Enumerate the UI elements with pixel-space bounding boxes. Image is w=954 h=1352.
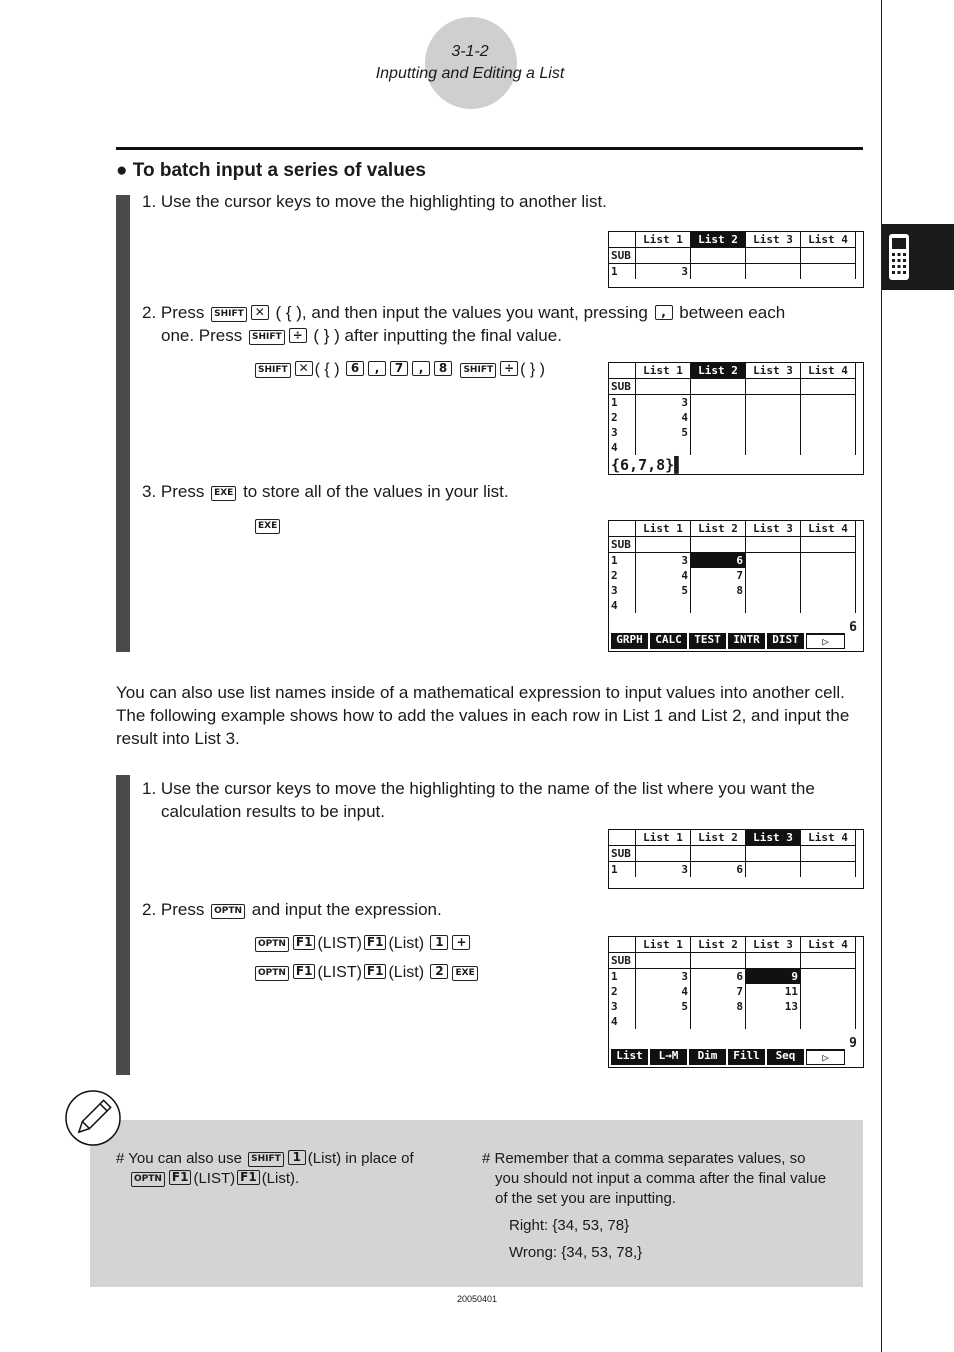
fkey-calc: CALC <box>650 633 687 649</box>
divide-key: ÷ <box>289 328 307 343</box>
key-2: 2 <box>430 964 448 979</box>
list-upper-label: (LIST) <box>317 935 362 952</box>
step-b2 <box>142 898 442 921</box>
cell-value: 5 <box>636 583 691 598</box>
list-header: List 4 <box>801 830 856 846</box>
row-number: 2 <box>609 984 636 999</box>
key-sequence-a3 <box>253 517 282 535</box>
f1-key: F1 <box>293 964 316 979</box>
fkey-seq: Seq <box>767 1049 804 1065</box>
brace-open-label: ( { ) <box>314 361 340 378</box>
times-key: ✕ <box>295 361 313 376</box>
cell-value-selected: 6 <box>691 553 746 569</box>
list-header: List 3 <box>746 521 801 537</box>
row-number: 2 <box>609 568 636 583</box>
step-a2-text3: between each <box>679 303 786 322</box>
list-header: List 1 <box>636 521 691 537</box>
row-number: 3 <box>609 999 636 1014</box>
cell-value-selected: 9 <box>746 969 801 985</box>
note-left-text3: (LIST) <box>193 1170 236 1187</box>
note-left-line1 <box>116 1149 456 1169</box>
list-header-selected: List 2 <box>691 363 746 379</box>
step-a2-text4: one. Press <box>161 326 243 345</box>
f1-key: F1 <box>169 1170 192 1185</box>
row-number: 1 <box>609 553 636 569</box>
calculator-screen-3 <box>608 520 864 652</box>
row-number: 4 <box>609 440 636 455</box>
note-left-text1: # You can also use <box>116 1150 242 1167</box>
cell-value: 3 <box>636 395 691 411</box>
list-header: List 1 <box>636 232 691 248</box>
bullet-icon: ● <box>116 160 128 181</box>
divide-key: ÷ <box>500 361 518 376</box>
step-b1-line2: calculation results to be input. <box>161 802 385 821</box>
cell-value: 6 <box>691 862 746 878</box>
comma-key: , <box>368 361 386 376</box>
calculator-screen-2 <box>608 362 864 475</box>
note-left-text4: (List). <box>261 1170 300 1187</box>
shift-key: SHIFT <box>460 363 496 378</box>
list-header: List 4 <box>801 232 856 248</box>
input-line: {6,7,8}▌ <box>611 456 684 474</box>
cell-value: 6 <box>691 969 746 985</box>
key-1: 1 <box>430 935 448 950</box>
exe-key: EXE <box>255 519 280 534</box>
step-a2-text2: ( { ), and then input the values you want, pressing <box>275 303 648 322</box>
step-a2-line2 <box>161 324 562 347</box>
key-1: 1 <box>288 1150 306 1165</box>
cell-value: 3 <box>636 969 691 985</box>
list-header: List 1 <box>636 363 691 379</box>
times-key: ✕ <box>251 305 269 320</box>
calculator-screen-4 <box>608 829 864 889</box>
fkey-grph: GRPH <box>611 633 648 649</box>
margin-rule <box>881 0 882 1352</box>
row-number: 4 <box>609 598 636 613</box>
answer-display: 9 <box>849 1036 857 1051</box>
note-left-line2 <box>116 1169 456 1189</box>
list-lower-label: (List) <box>388 964 425 981</box>
note-right-example-correct: Right: {34, 53, 78} <box>509 1217 630 1234</box>
list-lower-label: (List) <box>388 935 425 952</box>
step-a3 <box>142 480 509 503</box>
list-header: List 4 <box>801 363 856 379</box>
key-6: 6 <box>346 361 364 376</box>
row-number: 3 <box>609 425 636 440</box>
list-header-selected: List 2 <box>691 232 746 248</box>
sub-row-label: SUB <box>609 248 636 264</box>
sub-row-label: SUB <box>609 537 636 553</box>
steps-bar-a <box>116 195 130 652</box>
cell-value: 8 <box>691 583 746 598</box>
cell-value: 5 <box>636 425 691 440</box>
cell-value: 3 <box>636 553 691 569</box>
list-header: List 4 <box>801 521 856 537</box>
step-b2-text2: and input the expression. <box>251 900 442 919</box>
list-header: List 1 <box>636 937 691 953</box>
plus-key: + <box>452 935 470 950</box>
cell-value: 7 <box>691 568 746 583</box>
key-7: 7 <box>390 361 408 376</box>
list-header: List 3 <box>746 232 801 248</box>
f1-key: F1 <box>237 1170 260 1185</box>
row-number: 1 <box>609 862 636 878</box>
comma-key: , <box>655 305 673 320</box>
list-header: List 2 <box>691 521 746 537</box>
optn-key: OPTN <box>131 1172 165 1187</box>
row-number: 1 <box>609 969 636 985</box>
list-header: List 2 <box>691 937 746 953</box>
optn-key: OPTN <box>255 937 289 952</box>
pencil-icon <box>63 1088 123 1148</box>
note-left-text2: (List) in place of <box>307 1150 414 1167</box>
cell-value: 4 <box>636 410 691 425</box>
explanation-paragraph: You can also use list names inside of a mathematical expression to input values into another cell. The following example shows how to add the values in each row in List 1 and List 2, and input the result into List 3. <box>116 683 850 748</box>
shift-key: SHIFT <box>211 307 247 322</box>
exe-key: EXE <box>452 966 477 981</box>
key-sequence-b2-line2 <box>253 964 480 982</box>
row-number: 1 <box>609 264 636 280</box>
sub-row-label: SUB <box>609 846 636 862</box>
fkey-l-to-m: L→M <box>650 1049 687 1065</box>
step-a2-line1 <box>142 301 785 324</box>
chapter-tab <box>882 224 954 290</box>
shift-key: SHIFT <box>255 363 291 378</box>
cell-value: 4 <box>636 568 691 583</box>
answer-display: 6 <box>849 620 857 635</box>
footer-code: 20050401 <box>456 1294 498 1304</box>
f1-key: F1 <box>364 935 387 950</box>
note-left <box>116 1149 456 1189</box>
function-key-menu <box>611 633 845 649</box>
fkey-test: TEST <box>689 633 726 649</box>
comma-key: , <box>412 361 430 376</box>
function-key-menu <box>611 1049 845 1065</box>
list-header: List 3 <box>746 937 801 953</box>
fkey-dim: Dim <box>689 1049 726 1065</box>
sub-row-label: SUB <box>609 379 636 395</box>
step-a1: 1. Use the cursor keys to move the highlighting to another list. <box>142 192 607 211</box>
optn-key: OPTN <box>211 904 245 919</box>
note-right-text: # Remember that a comma separates values, so you should not input a comma after the final value of the set you are inputting. <box>482 1150 827 1207</box>
list-upper-label: (LIST) <box>317 964 362 981</box>
list-header: List 3 <box>746 363 801 379</box>
section-title: To batch input a series of values <box>132 160 426 181</box>
fkey-next-icon: ▷ <box>806 1049 845 1065</box>
row-number: 1 <box>609 395 636 411</box>
list-header: List 2 <box>691 830 746 846</box>
note-right <box>482 1149 832 1263</box>
step-a2-text5: ( } ) after inputting the final value. <box>313 326 562 345</box>
brace-close-label: ( } ) <box>520 361 545 378</box>
page-number: 3-1-2 <box>451 43 489 60</box>
page-number-circle <box>425 17 517 109</box>
fkey-fill: Fill <box>728 1049 765 1065</box>
calculator-screen-5 <box>608 936 864 1068</box>
cell-value: 5 <box>636 999 691 1014</box>
cell-value: 11 <box>746 984 801 999</box>
list-header: List 4 <box>801 937 856 953</box>
calculator-icon <box>886 232 912 282</box>
row-number: 2 <box>609 410 636 425</box>
list-header-selected: List 3 <box>746 830 801 846</box>
calculator-screen-1 <box>608 231 864 288</box>
step-a3-text2: to store all of the values in your list. <box>243 482 509 501</box>
note-right-example-wrong: Wrong: {34, 53, 78,} <box>509 1244 643 1261</box>
row-number: 4 <box>609 1014 636 1029</box>
step-a2-text1: 2. Press <box>142 303 205 322</box>
shift-key: SHIFT <box>248 1152 284 1167</box>
list-header: List 1 <box>636 830 691 846</box>
cell-value: 3 <box>636 862 691 878</box>
key-sequence-b2-line1 <box>253 935 472 953</box>
cell-value: 8 <box>691 999 746 1014</box>
cell-value: 3 <box>636 264 691 280</box>
row-number: 3 <box>609 583 636 598</box>
section-heading <box>116 160 426 182</box>
fkey-intr: INTR <box>728 633 765 649</box>
f1-key: F1 <box>364 964 387 979</box>
page-title: Inputting and Editing a List <box>375 65 565 82</box>
section-divider <box>116 147 863 150</box>
step-b2-text1: 2. Press <box>142 900 205 919</box>
cell-value: 13 <box>746 999 801 1014</box>
f1-key: F1 <box>293 935 316 950</box>
key-sequence-a2 <box>253 361 545 379</box>
step-b1-line1: 1. Use the cursor keys to move the highlighting to the name of the list where you want the <box>142 779 815 798</box>
cell-value: 7 <box>691 984 746 999</box>
fkey-dist: DIST <box>767 633 804 649</box>
key-8: 8 <box>434 361 452 376</box>
sub-row-label: SUB <box>609 953 636 969</box>
shift-key: SHIFT <box>249 330 285 345</box>
optn-key: OPTN <box>255 966 289 981</box>
fkey-next-icon: ▷ <box>806 633 845 649</box>
cell-value: 4 <box>636 984 691 999</box>
exe-key: EXE <box>211 486 236 501</box>
steps-bar-b <box>116 775 130 1075</box>
step-a3-text1: 3. Press <box>142 482 205 501</box>
fkey-list: List <box>611 1049 648 1065</box>
